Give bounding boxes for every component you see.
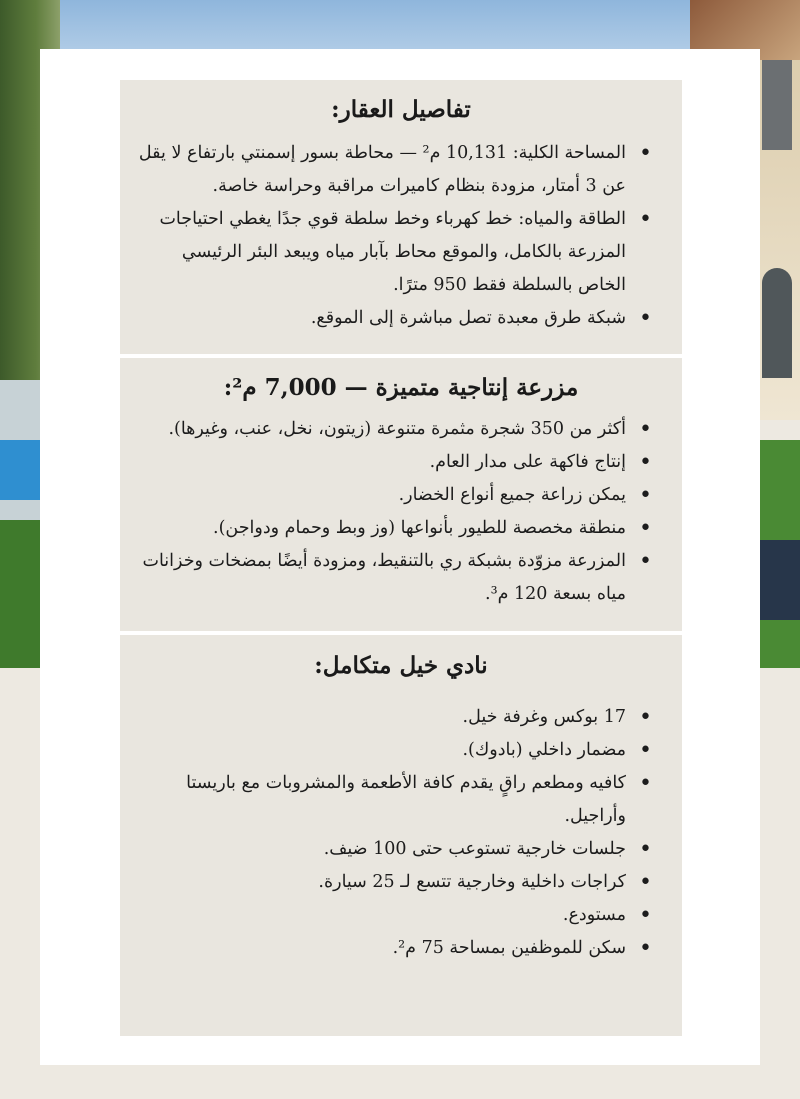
section-divider bbox=[120, 631, 682, 635]
bullet-list bbox=[120, 137, 682, 335]
arched-window bbox=[762, 268, 792, 378]
section-title: نادي خيل متكامل: bbox=[314, 652, 488, 679]
section-divider bbox=[120, 354, 682, 358]
list-item: • الطاقة والمياه: خط كهرباء وخط سلطة قوي جدًا يغطي احتياجات المزرعة بالكامل، والموقع محاط بآبار مياه ويبعد البئر الرئيسي الخاص بالسلطة فقط 950 مترًا. bbox=[130, 203, 652, 302]
list-item: • أكثر من 350 شجرة مثمرة متنوعة (زيتون، نخل، عنب، وغيرها). bbox=[130, 413, 652, 446]
list-item: • شبكة طرق معبدة تصل مباشرة إلى الموقع. bbox=[130, 302, 652, 335]
list-item: • إنتاج فاكهة على مدار العام. bbox=[130, 446, 652, 479]
outdoor-chairs bbox=[760, 540, 800, 620]
section-property-details bbox=[120, 96, 682, 335]
list-item: • كراجات داخلية وخارجية تتسع لـ 25 سيارة. bbox=[130, 866, 652, 899]
list-item: • مستودع. bbox=[130, 899, 652, 932]
list-item: • يمكن زراعة جميع أنواع الخضار. bbox=[130, 479, 652, 512]
bullet-list bbox=[120, 413, 682, 611]
section-horse-club bbox=[120, 652, 682, 965]
bullet-list bbox=[120, 701, 682, 965]
window-shutter bbox=[762, 60, 792, 150]
list-item: • منطقة مخصصة للطيور بأنواعها (وز وبط وحمام ودواجن). bbox=[130, 512, 652, 545]
list-item: • جلسات خارجية تستوعب حتى 100 ضيف. bbox=[130, 833, 652, 866]
list-item: • كافيه ومطعم راقٍ يقدم كافة الأطعمة والمشروبات مع باريستا وأراجيل. bbox=[130, 767, 652, 833]
list-item: • المزرعة مزوّدة بشبكة ري بالتنقيط، ومزودة أيضًا بمضخات وخزانات مياه بسعة 120 م³. bbox=[130, 545, 652, 611]
list-item: • 17 بوكس وغرفة خيل. bbox=[130, 701, 652, 734]
section-production-farm bbox=[120, 374, 682, 611]
list-item: • سكن للموظفين بمساحة 75 م². bbox=[130, 932, 652, 965]
list-item: • مضمار داخلي (بادوك). bbox=[130, 734, 652, 767]
section-title: تفاصيل العقار: bbox=[331, 96, 471, 123]
list-item: • المساحة الكلية: 10,131 م² — محاطة بسور إسمنتي بارتفاع لا يقل عن 3 أمتار، مزودة بنظام كاميرات مراقبة وحراسة خاصة. bbox=[130, 137, 652, 203]
section-title: مزرعة إنتاجية متميزة — 7,000 م²: bbox=[223, 374, 579, 401]
